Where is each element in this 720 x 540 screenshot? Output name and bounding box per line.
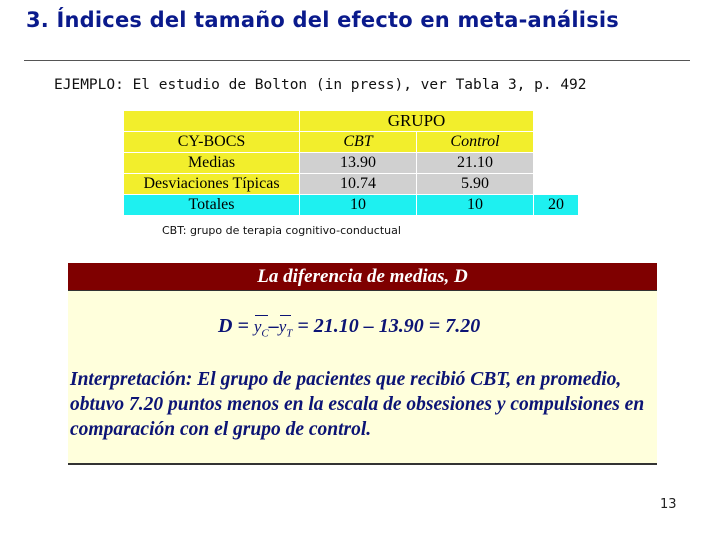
table-row: [124, 174, 579, 195]
formula-minus: –: [268, 315, 279, 337]
example-text: EJEMPLO: El estudio de Bolton (in press), ver Tabla 3, p. 492: [54, 77, 587, 93]
mean-control-symbol: $y_C$: [253, 317, 269, 340]
cell-control: 21.10: [417, 153, 534, 174]
table-footnote: CBT: grupo de terapia cognitivo-conductual: [162, 224, 401, 237]
row-label: Desviaciones Típicas: [124, 174, 300, 195]
formula: [218, 315, 480, 339]
table-corner-cell: [124, 111, 300, 132]
blank-cell: [534, 153, 579, 174]
slide-title: 3. Índices del tamaño del efecto en meta-análisis: [26, 8, 620, 32]
totals-label: Totales: [124, 195, 300, 216]
formula-lhs: D =: [218, 315, 249, 337]
totals-control: 10: [417, 195, 534, 216]
box-heading: La diferencia de medias, D: [68, 263, 657, 290]
blank-cell: [534, 132, 579, 153]
totals-cbt: 10: [300, 195, 417, 216]
row-label: Medias: [124, 153, 300, 174]
page-number: 13: [660, 497, 677, 512]
cell-cbt: 10.74: [300, 174, 417, 195]
formula-rhs: = 21.10 – 13.90 = 7.20: [297, 315, 481, 337]
box-bottom-rule: [68, 463, 657, 465]
cell-control: 5.90: [417, 174, 534, 195]
column-header-control: Control: [417, 132, 534, 153]
column-header-cbt: CBT: [300, 132, 417, 153]
group-header: GRUPO: [300, 111, 534, 132]
mean-treatment-symbol: $y_T$: [278, 317, 293, 340]
interpretation-text: Interpretación: El grupo de pacientes que recibió CBT, en promedio, obtuvo 7.20 puntos menos en la escala de obsesiones y compulsiones en comparación con el grupo de control.: [70, 369, 645, 440]
totals-overall: 20: [534, 195, 579, 216]
box-heading-rule: [68, 290, 657, 291]
table-row: [124, 111, 579, 132]
title-divider: [24, 60, 690, 61]
data-table: [123, 110, 579, 216]
blank-cell: [534, 174, 579, 195]
table-row-totals: [124, 195, 579, 216]
table-row: [124, 132, 579, 153]
label-header: CY-BOCS: [124, 132, 300, 153]
mean-difference-box: [68, 263, 657, 465]
cell-cbt: 13.90: [300, 153, 417, 174]
table-row: [124, 153, 579, 174]
blank-cell: [534, 111, 579, 132]
